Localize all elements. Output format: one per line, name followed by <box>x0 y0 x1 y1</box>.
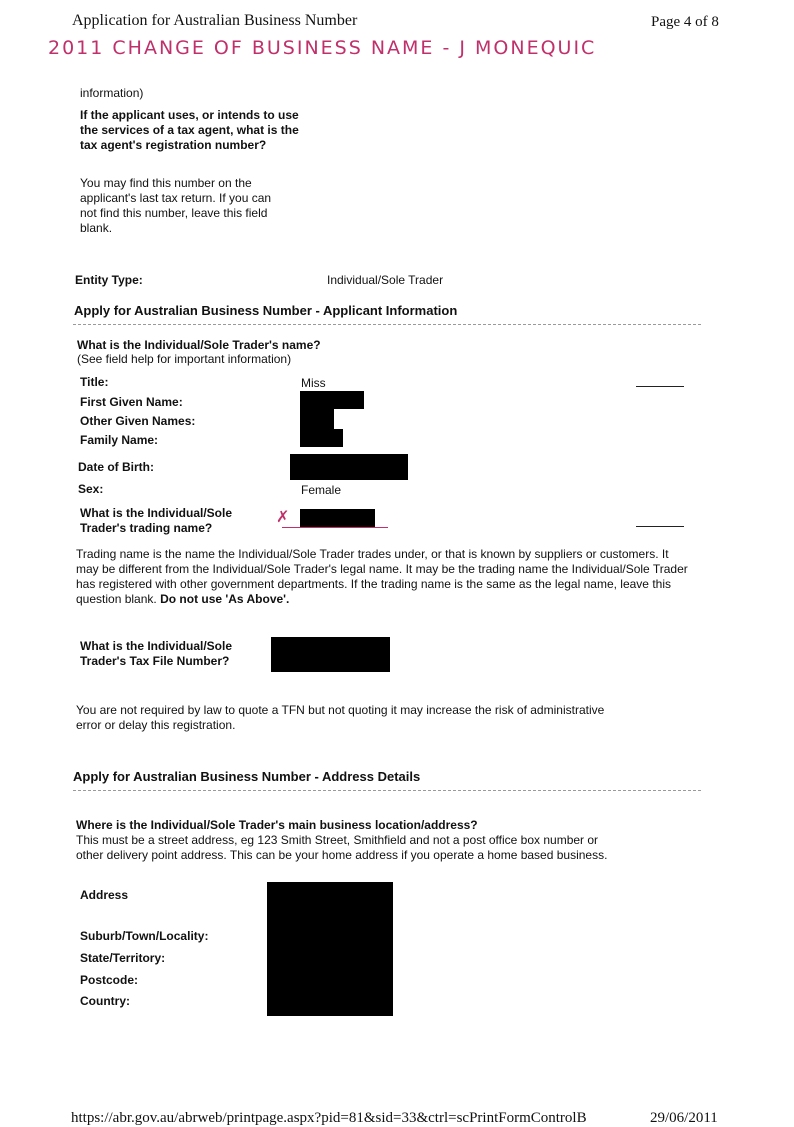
state-label: State/Territory: <box>80 951 166 965</box>
other-names-redaction <box>300 409 334 429</box>
trading-signoff-line <box>636 526 684 527</box>
tfn-question: What is the Individual/Sole Trader's Tax File Number? <box>80 639 233 668</box>
tfn-help: You are not required by law to quote a TFN but not quoting it may increase the risk of administrative error or delay this registration. <box>76 703 605 732</box>
trading-name-question: What is the Individual/Sole Trader's trading name? <box>80 506 233 535</box>
continued-text: information) <box>80 86 144 100</box>
dob-redaction <box>290 454 408 480</box>
tfn-redaction <box>271 637 390 672</box>
address-label: Address <box>80 888 129 902</box>
title-label: Title: <box>80 375 109 389</box>
address-question: Where is the Individual/Sole Trader's main business location/address? <box>76 818 478 832</box>
family-name-label: Family Name: <box>80 433 159 447</box>
title-value: Miss <box>301 376 326 390</box>
page-number: Page 4 of 8 <box>651 14 719 30</box>
family-name-redaction <box>300 429 343 447</box>
entity-type-value: Individual/Sole Trader <box>327 273 444 287</box>
first-name-label: First Given Name: <box>80 395 183 409</box>
trading-help-warning: Do not use 'As Above'. <box>160 592 290 606</box>
suburb-label: Suburb/Town/Locality: <box>80 929 209 943</box>
trading-name-help <box>76 547 694 607</box>
postcode-label: Postcode: <box>80 973 139 987</box>
entity-type-label: Entity Type: <box>75 273 143 287</box>
tax-agent-question: If the applicant uses, or intends to use the services of a tax agent, what is the tax agent's registration number? <box>80 108 299 152</box>
handwritten-underline <box>282 527 388 528</box>
name-question: What is the Individual/Sole Trader's name? <box>77 338 321 352</box>
handwritten-mark-icon: ✗ <box>276 509 290 526</box>
trading-name-redaction <box>300 509 375 527</box>
section-divider <box>73 324 701 325</box>
other-names-label: Other Given Names: <box>80 414 196 428</box>
handwritten-note: 2011 CHANGE OF BUSINESS NAME - J MONEQUIC <box>48 37 597 59</box>
footer-date: 29/06/2011 <box>650 1110 718 1126</box>
document-title: Application for Australian Business Number <box>72 12 358 29</box>
address-redaction <box>267 882 393 1016</box>
sex-value: Female <box>301 483 342 497</box>
dob-label: Date of Birth: <box>78 460 154 474</box>
name-help: (See field help for important information) <box>77 352 292 366</box>
section-divider <box>73 790 701 791</box>
footer-url: https://abr.gov.au/abrweb/printpage.aspx?pid=81&sid=33&ctrl=scPrintFormControlB <box>71 1110 587 1126</box>
address-section-heading: Apply for Australian Business Number - Address Details <box>73 769 421 784</box>
sex-label: Sex: <box>78 482 104 496</box>
address-help: This must be a street address, eg 123 Smith Street, Smithfield and not a post office box number or other delivery point address. This can be your home address if you operate a home based business. <box>76 833 608 862</box>
country-label: Country: <box>80 994 130 1008</box>
first-name-redaction <box>300 391 364 409</box>
applicant-section-heading: Apply for Australian Business Number - Applicant Information <box>74 303 458 318</box>
tax-agent-help: You may find this number on the applicant's last tax return. If you can not find this number, leave this field blank. <box>80 176 272 235</box>
trading-help-text: Trading name is the name the Individual/Sole Trader trades under, or that is known by suppliers or customers. It may be different from the Individual/Sole Trader's legal name. It may be the trading name the Individual/Sole Trader has registered with other government departments. If the trading name is the same as the legal name, leave this question blank. <box>76 547 688 606</box>
title-signoff-line <box>636 386 684 387</box>
